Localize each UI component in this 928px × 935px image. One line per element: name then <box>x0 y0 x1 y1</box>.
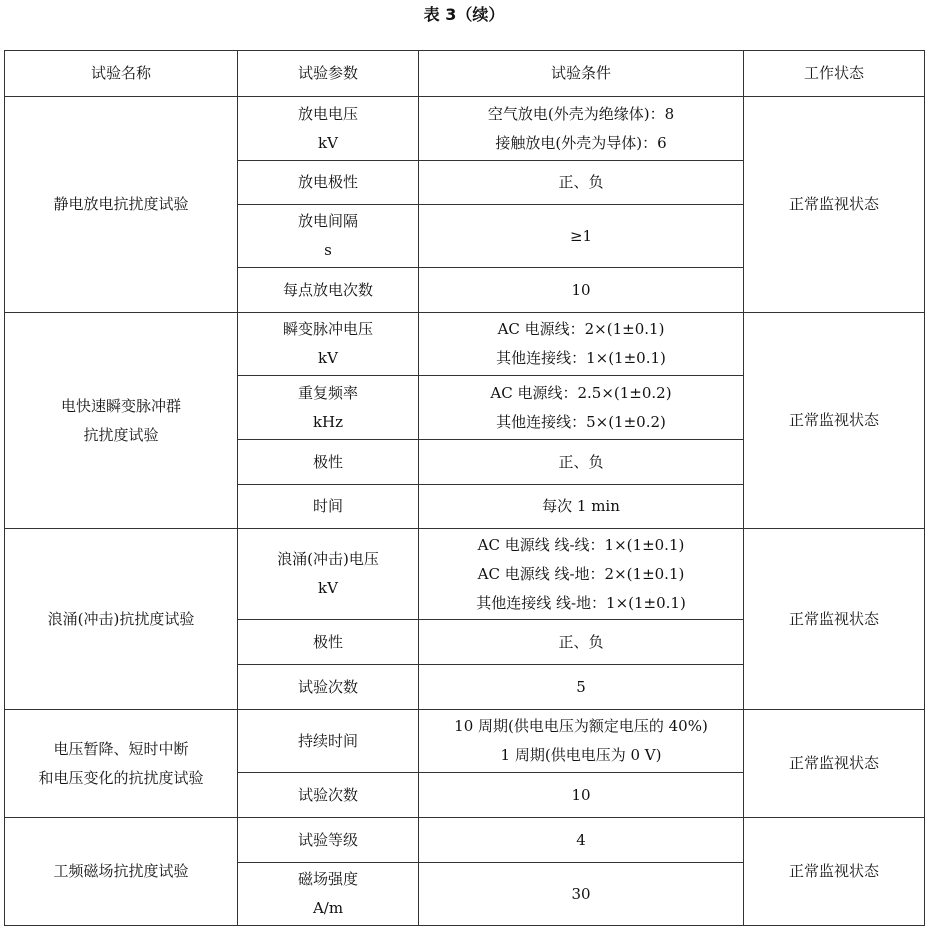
test-name-cell-line: 抗扰度试验 <box>83 425 159 444</box>
test-param-cell <box>238 710 419 773</box>
table-caption: 表 3（续） <box>423 5 505 24</box>
test-param-cell-line: 试验次数 <box>297 677 358 696</box>
test-condition-cell-line: 10 <box>571 785 591 804</box>
table-row <box>5 710 925 773</box>
test-condition-cell-line: 4 <box>576 830 586 849</box>
test-condition-cell <box>419 620 744 665</box>
work-state-cell: 正常监视状态 <box>744 710 925 818</box>
test-param-cell-line: kV <box>318 349 338 367</box>
test-param-cell-line: 每点放电次数 <box>282 280 373 299</box>
test-condition-cell-line: 10 周期(供电电压为额定电压的 40%) <box>454 717 708 735</box>
test-param-cell <box>238 161 419 205</box>
test-condition-cell <box>419 376 744 440</box>
test-condition-cell <box>419 97 744 161</box>
test-condition-cell-line: 1 周期(供电电压为 0 V) <box>500 746 662 764</box>
header-test-name: 试验名称 <box>5 51 238 97</box>
test-condition-cell <box>419 205 744 268</box>
test-condition-cell-line: 正、负 <box>558 452 604 471</box>
test-param-cell <box>238 440 419 485</box>
test-condition-cell <box>419 818 744 863</box>
header-work-state: 工作状态 <box>744 51 925 97</box>
test-name-cell <box>5 97 238 313</box>
test-param-cell-line: 持续时间 <box>297 731 358 750</box>
test-param-cell <box>238 818 419 863</box>
work-state-cell: 正常监视状态 <box>744 818 925 926</box>
test-param-cell-line: 试验次数 <box>297 785 358 804</box>
test-name-cell-line: 和电压变化的抗扰度试验 <box>38 768 204 787</box>
test-condition-cell <box>419 665 744 710</box>
test-condition-cell <box>419 773 744 818</box>
test-name-cell <box>5 529 238 710</box>
test-param-cell-line: 试验等级 <box>297 830 358 849</box>
test-name-cell-line: 电压暂降、短时中断 <box>53 739 189 758</box>
test-param-cell-line: kV <box>318 579 338 597</box>
test-param-cell-line: 浪涌(冲击)电压 <box>277 550 379 568</box>
test-param-cell-line: 磁场强度 <box>297 870 358 888</box>
test-param-cell <box>238 268 419 313</box>
test-param-cell-line: 放电极性 <box>297 173 358 191</box>
table-row <box>5 313 925 376</box>
test-spec-table <box>4 50 925 926</box>
test-condition-cell-line: AC 电源线 线-地：2×(1±0.1) <box>477 564 685 583</box>
test-condition-cell <box>419 863 744 926</box>
test-condition-cell-line: 空气放电(外壳为绝缘体)：8 <box>487 104 675 123</box>
test-param-cell-line: kV <box>318 133 338 152</box>
test-condition-cell-line: AC 电源线：2.5×(1±0.2) <box>490 383 672 402</box>
test-condition-cell-line: 其他连接线：1×(1±0.1) <box>496 349 666 367</box>
test-condition-cell-line: AC 电源线：2×(1±0.1) <box>497 320 665 338</box>
table-row <box>5 97 925 161</box>
test-name-cell-line: 电快速瞬变脉冲群 <box>60 396 181 415</box>
test-condition-cell <box>419 710 744 773</box>
test-condition-cell <box>419 485 744 529</box>
test-param-cell-line: A/m <box>312 899 344 917</box>
test-param-cell <box>238 665 419 710</box>
table-row <box>5 529 925 620</box>
test-name-cell-line: 工频磁场抗扰度试验 <box>53 862 189 880</box>
test-param-cell-line: 极性 <box>312 632 343 651</box>
test-param-cell-line: 放电电压 <box>297 104 358 123</box>
work-state-cell: 正常监视状态 <box>744 97 925 313</box>
test-param-cell-line: 放电间隔 <box>297 212 358 230</box>
header-test-condition: 试验条件 <box>419 51 744 97</box>
test-name-cell <box>5 710 238 818</box>
test-condition-cell-line: 其他连接线 线-地：1×(1±0.1) <box>476 593 686 612</box>
test-param-cell <box>238 620 419 665</box>
test-condition-cell <box>419 161 744 205</box>
header-test-param: 试验参数 <box>238 51 419 97</box>
test-condition-cell-line: 每次 1 min <box>542 497 620 515</box>
test-name-cell-line: 浪涌(冲击)抗扰度试验 <box>47 609 195 628</box>
test-condition-cell-line: 正、负 <box>558 173 604 191</box>
test-name-cell <box>5 313 238 529</box>
test-param-cell <box>238 313 419 376</box>
test-param-cell-line: 极性 <box>312 452 343 471</box>
test-condition-cell-line: ≥1 <box>569 226 593 245</box>
test-name-cell <box>5 818 238 926</box>
test-condition-cell-line: 10 <box>571 280 591 299</box>
test-condition-cell <box>419 529 744 620</box>
test-param-cell-line: kHz <box>312 412 344 431</box>
test-condition-cell-line: AC 电源线 线-线：1×(1±0.1) <box>477 535 685 554</box>
work-state-cell: 正常监视状态 <box>744 529 925 710</box>
test-name-cell-line: 静电放电抗扰度试验 <box>53 195 189 213</box>
test-param-cell <box>238 773 419 818</box>
test-param-cell-line: 重复频率 <box>297 383 358 402</box>
test-condition-cell-line: 接触放电(外壳为导体)：6 <box>495 133 667 152</box>
table-row <box>5 818 925 863</box>
test-condition-cell-line: 正、负 <box>558 632 604 651</box>
test-condition-cell <box>419 313 744 376</box>
test-param-cell <box>238 376 419 440</box>
work-state-cell: 正常监视状态 <box>744 313 925 529</box>
test-condition-cell-line: 其他连接线：5×(1±0.2) <box>496 412 666 431</box>
test-param-cell <box>238 863 419 926</box>
test-param-cell-line: s <box>324 241 332 259</box>
test-param-cell <box>238 485 419 529</box>
test-param-cell <box>238 205 419 268</box>
table-body <box>5 97 925 926</box>
test-condition-cell-line: 5 <box>576 677 586 696</box>
test-condition-cell-line: 30 <box>571 884 591 903</box>
test-condition-cell <box>419 440 744 485</box>
test-param-cell-line: 瞬变脉冲电压 <box>282 320 373 338</box>
test-condition-cell <box>419 268 744 313</box>
test-param-cell <box>238 97 419 161</box>
table-header <box>5 51 925 97</box>
test-param-cell-line: 时间 <box>312 497 343 515</box>
test-param-cell <box>238 529 419 620</box>
